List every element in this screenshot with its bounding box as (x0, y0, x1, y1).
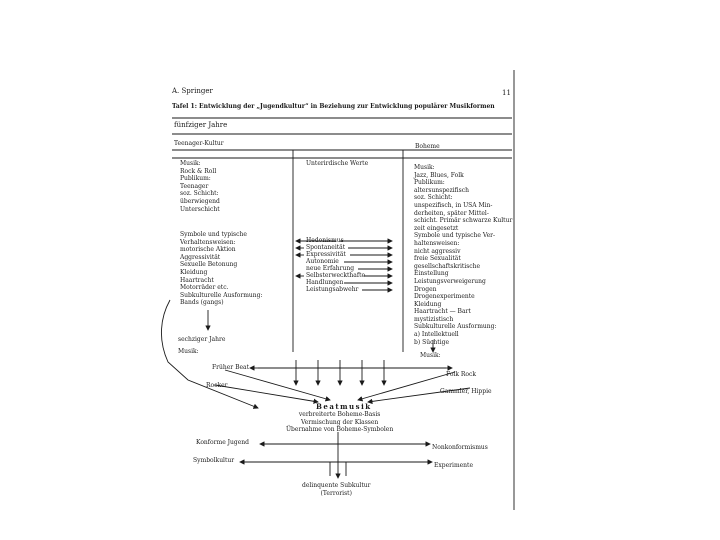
table-title: Tafel 1: Entwicklung der „Jugendkultur“ in Beziehung zur Entwicklung populärer Musikformen (172, 103, 495, 110)
delinquente-subkultur-label: delinquente Subkultur (Terrorist) (302, 482, 371, 497)
column-header-teenager: Teenager-Kultur (174, 140, 224, 147)
boheme-block: Musik: Jazz, Blues, Folk Publikum: altersunspezifisch soz. Schicht: unspezifisch, in USA Min- derheiten, später Mittel- schicht. Primär schwarze Kultur zeit eingesetzt Symbole und typische Ver- haltensweisen: nicht aggressiv freie Sexualität gesellschaftskritische Einstellung Leistungsverweigerung Drogen Drogenexperimente Kleidung Haartracht — Bart mystizistisch Subkulturelle Ausformung: a) Intellektuell b) Süchtige (414, 164, 513, 346)
frueher-beat-label: Früher Beat (212, 364, 250, 371)
middle-value: Expressivität (306, 251, 346, 258)
middle-value: Handlungen (306, 279, 344, 286)
experimente-label: Experimente (434, 462, 474, 469)
beatmusik-description: verbreiterte Boheme-Basis Vermischung der Klassen Übernahme von Boheme-Symbolen (286, 411, 394, 434)
musik-label-right: Musik: (420, 352, 441, 359)
author-name: A. Springer (172, 87, 213, 95)
teenager-symbols-block: Symbole und typische Verhaltensweisen: motorische Aktion Aggressivität Sexuelle Betonung Kleidung Haartracht Motorräder etc. Subkulturelle Ausformung: Bands (gangs) (180, 231, 263, 307)
folk-rock-label: Folk Rock (446, 371, 477, 378)
middle-value: neue Erfahrung (306, 265, 355, 272)
middle-value: Selbsterweckthafte (306, 272, 366, 279)
gammler-label: Gammler, Hippie (440, 388, 492, 395)
column-header-middle: Unterirdische Werte (306, 160, 369, 167)
middle-value: Hedonismus (306, 237, 344, 244)
teenager-music-block: Musik: Rock & Roll Publikum: Teenager soz. Schicht: überwiegend Unterschicht (180, 160, 220, 213)
column-header-boheme: Boheme (415, 143, 440, 150)
symbolkultur-label: Symbolkultur (193, 457, 235, 464)
rocker-label: Rocker (206, 382, 228, 389)
middle-value: Autonomie (306, 258, 339, 265)
middle-value: Leistungsabwehr (306, 286, 359, 293)
musik-label-left: Musik: (178, 348, 199, 355)
decade-sixties: sechziger Jahre (178, 336, 226, 343)
page-number: 11 (502, 89, 511, 97)
beatmusik-title: Beatmusik (316, 402, 372, 411)
konforme-jugend-label: Konforme Jugend (196, 439, 250, 446)
nonkonformismus-label: Nonkonformismus (432, 444, 488, 451)
decade-fifties: fünfziger Jahre (174, 121, 228, 129)
middle-value: Spontaneität (306, 244, 346, 251)
